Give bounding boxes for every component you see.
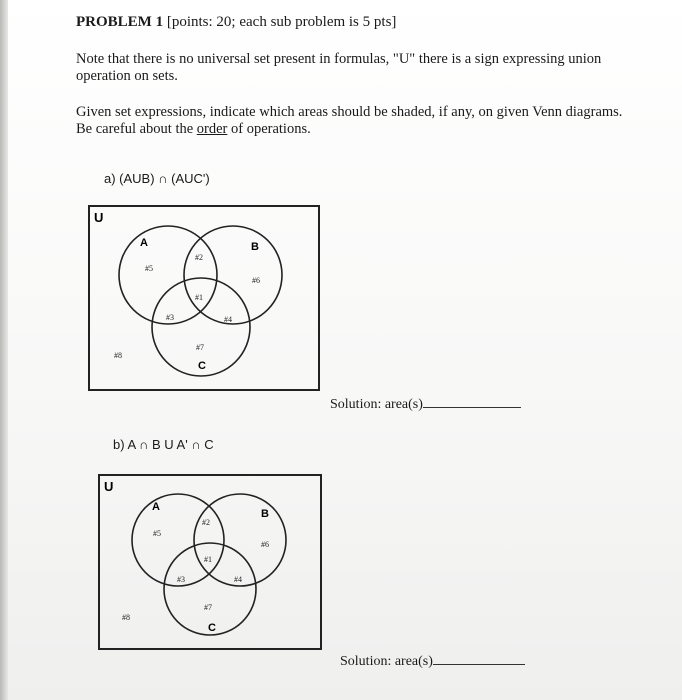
area-5-label: #5 <box>153 529 161 538</box>
instructions-text-start: Given set expressions, indicate which areas should be shaded, if any, on given Venn diagrams. Be careful about the <box>76 104 623 137</box>
area-3-label: #3 <box>177 575 185 584</box>
set-a-label: A <box>140 237 148 249</box>
set-a-circle <box>132 494 224 586</box>
solution-b <box>340 652 525 670</box>
area-6-label: #6 <box>252 276 260 285</box>
solution-b-answer-blank[interactable] <box>433 652 525 665</box>
subproblem-a-expression: a) (AUB) ∩ (AUC') <box>104 171 210 186</box>
solution-a-label: Solution: area(s) <box>330 397 423 412</box>
set-b-label: B <box>261 508 269 520</box>
instructions-paragraph <box>76 104 636 138</box>
subproblem-b-expression: b) A ∩ B U A' ∩ C <box>113 437 214 452</box>
problem-title-points: [points: 20; each sub problem is 5 pts] <box>166 14 397 30</box>
instructions-underlined-word: order <box>196 121 228 137</box>
problem-title-bold: PROBLEM 1 <box>76 14 164 30</box>
area-2-label: #2 <box>202 518 210 527</box>
venn-diagram-a <box>88 205 320 391</box>
set-c-label: C <box>208 622 216 634</box>
area-8-label: #8 <box>122 613 130 622</box>
set-b-label: B <box>251 241 259 253</box>
set-a-label: A <box>152 501 160 513</box>
venn-diagram-b <box>98 474 322 650</box>
universe-label: U <box>94 210 104 225</box>
area-7-label: #7 <box>204 603 212 612</box>
solution-a-answer-blank[interactable] <box>423 395 521 408</box>
set-c-label: C <box>198 360 206 372</box>
area-4-label: #4 <box>234 575 242 584</box>
problem-title <box>76 14 396 31</box>
area-7-label: #7 <box>196 343 204 352</box>
area-1-label: #1 <box>195 293 203 302</box>
area-3-label: #3 <box>166 313 174 322</box>
area-1-label: #1 <box>204 555 212 564</box>
set-b-circle <box>194 494 286 586</box>
area-2-label: #2 <box>195 253 203 262</box>
area-5-label: #5 <box>145 264 153 273</box>
universe-label: U <box>104 479 114 494</box>
page-shadow-edge <box>0 0 8 700</box>
solution-a <box>330 395 521 413</box>
instructions-text-end: of operations. <box>227 121 311 137</box>
set-a-circle <box>119 226 217 324</box>
solution-b-label: Solution: area(s) <box>340 654 433 669</box>
area-6-label: #6 <box>261 540 269 549</box>
area-4-label: #4 <box>224 315 232 324</box>
set-b-circle <box>184 226 282 324</box>
note-paragraph: Note that there is no universal set present in formulas, "U" there is a sign expressing union operation on sets. <box>76 51 602 84</box>
area-8-label: #8 <box>114 351 122 360</box>
